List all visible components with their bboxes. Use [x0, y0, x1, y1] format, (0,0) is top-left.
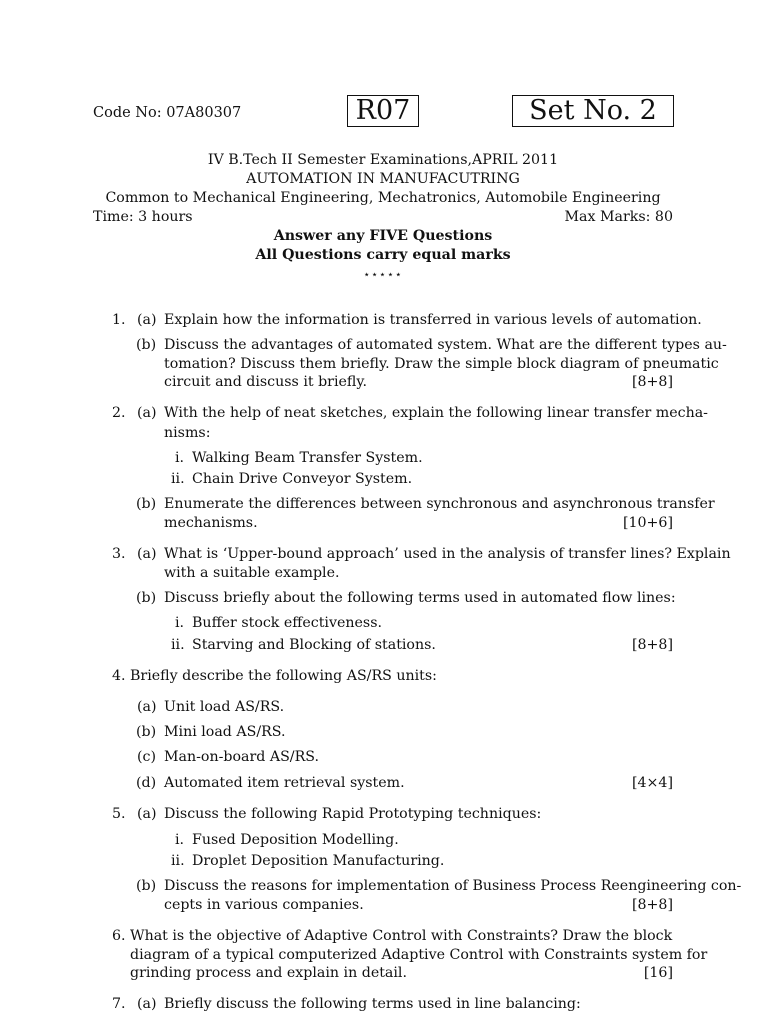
q1-a-label: (a)	[137, 312, 157, 328]
q4-a-label: (a)	[137, 699, 157, 715]
q2-ii-text: Chain Drive Conveyor System.	[192, 471, 413, 487]
q3-a-line1: What is ‘Upper-bound approach’ used in the analysis of transfer lines? Explain	[164, 546, 731, 562]
subject-title: AUTOMATION IN MANUFACUTRING	[246, 171, 520, 187]
q2-i-text: Walking Beam Transfer System.	[192, 450, 423, 466]
q2-a-line1: With the help of neat sketches, explain the following linear transfer mecha-	[164, 405, 708, 421]
exam-title-line1: IV B.Tech II Semester Examinations,APRIL 2011	[207, 152, 559, 168]
q2-a-label: (a)	[137, 405, 157, 421]
q3-b-label: (b)	[136, 590, 157, 606]
q1-b-label: (b)	[136, 337, 157, 353]
time-label: Time: 3 hours	[93, 209, 193, 225]
q5-ii-text: Droplet Deposition Manufacturing.	[192, 853, 445, 869]
set-number-box: Set No. 2	[512, 95, 674, 127]
q5-number: 5.	[112, 806, 126, 822]
q6-line1: What is the objective of Adaptive Control with Constraints? Draw the block	[130, 928, 673, 944]
q7-a-label: (a)	[137, 996, 157, 1012]
q1-number: 1.	[112, 312, 126, 328]
q5-marks: [8+8]	[631, 897, 673, 913]
max-marks-label: Max Marks: 80	[564, 209, 673, 225]
q1-b-line2: tomation? Discuss them briefly. Draw the simple block diagram of pneumatic	[164, 356, 719, 372]
q2-a-line2: nisms:	[164, 425, 211, 441]
q7-a-text: Briefly discuss the following terms used in line balancing:	[164, 996, 581, 1012]
instruction-equal-marks: All Questions carry equal marks	[255, 247, 511, 263]
q1-b-line1: Discuss the advantages of automated system. What are the different types au-	[164, 337, 727, 353]
q2-b-label: (b)	[136, 496, 157, 512]
q3-i-text: Buffer stock effectiveness.	[192, 615, 382, 631]
q5-b-line2: cepts in various companies.	[164, 897, 364, 913]
q6-marks: [16]	[643, 965, 673, 981]
q4-d-text: Automated item retrieval system.	[164, 775, 405, 791]
q3-a-label: (a)	[137, 546, 157, 562]
regulation-box: R07	[347, 95, 419, 127]
q2-number: 2.	[112, 405, 126, 421]
q3-ii-label: ii.	[171, 637, 185, 653]
q5-b-line1: Discuss the reasons for implementation of Business Process Reengineering con-	[164, 878, 742, 894]
q3-ii-text: Starving and Blocking of stations.	[192, 637, 436, 653]
q3-b-text: Discuss briefly about the following terms used in automated flow lines:	[164, 590, 676, 606]
q3-i-label: i.	[175, 615, 185, 631]
q1-a-text: Explain how the information is transferred in various levels of automation.	[164, 312, 702, 328]
q3-marks: [8+8]	[631, 637, 673, 653]
q4-c-text: Man-on-board AS/RS.	[164, 749, 319, 765]
q7-number: 7.	[112, 996, 126, 1012]
branches-line: Common to Mechanical Engineering, Mechatronics, Automobile Engineering	[105, 190, 661, 206]
q4-d-label: (d)	[136, 775, 157, 791]
q2-ii-label: ii.	[171, 471, 185, 487]
q5-b-label: (b)	[136, 878, 157, 894]
q6-line3: grinding process and explain in detail.	[130, 965, 407, 981]
q5-ii-label: ii.	[171, 853, 185, 869]
q4-text: Briefly describe the following AS/RS units:	[130, 668, 437, 684]
q4-b-text: Mini load AS/RS.	[164, 724, 286, 740]
q3-a-line2: with a suitable example.	[164, 565, 340, 581]
q6-number: 6.	[112, 928, 126, 944]
q5-i-label: i.	[175, 832, 185, 848]
q4-marks: [4×4]	[631, 775, 673, 791]
q2-i-label: i.	[175, 450, 185, 466]
q4-a-text: Unit load AS/RS.	[164, 699, 285, 715]
q4-b-label: (b)	[136, 724, 157, 740]
q2-b-line2: mechanisms.	[164, 515, 258, 531]
q3-number: 3.	[112, 546, 126, 562]
q5-a-text: Discuss the following Rapid Prototyping techniques:	[164, 806, 542, 822]
stars-divider: ⋆⋆⋆⋆⋆	[363, 268, 403, 281]
q2-b-line1: Enumerate the differences between synchronous and asynchronous transfer	[164, 496, 715, 512]
q4-c-label: (c)	[137, 749, 157, 765]
q5-a-label: (a)	[137, 806, 157, 822]
q5-i-text: Fused Deposition Modelling.	[192, 832, 399, 848]
instruction-answer-five: Answer any FIVE Questions	[273, 228, 493, 244]
code-number: Code No: 07A80307	[93, 105, 242, 121]
q6-line2: diagram of a typical computerized Adaptive Control with Constraints system for	[130, 947, 708, 963]
q2-marks: [10+6]	[622, 515, 673, 531]
q1-b-line3: circuit and discuss it briefly.	[164, 374, 367, 390]
q1-marks: [8+8]	[631, 374, 673, 390]
q4-number: 4.	[112, 668, 126, 684]
